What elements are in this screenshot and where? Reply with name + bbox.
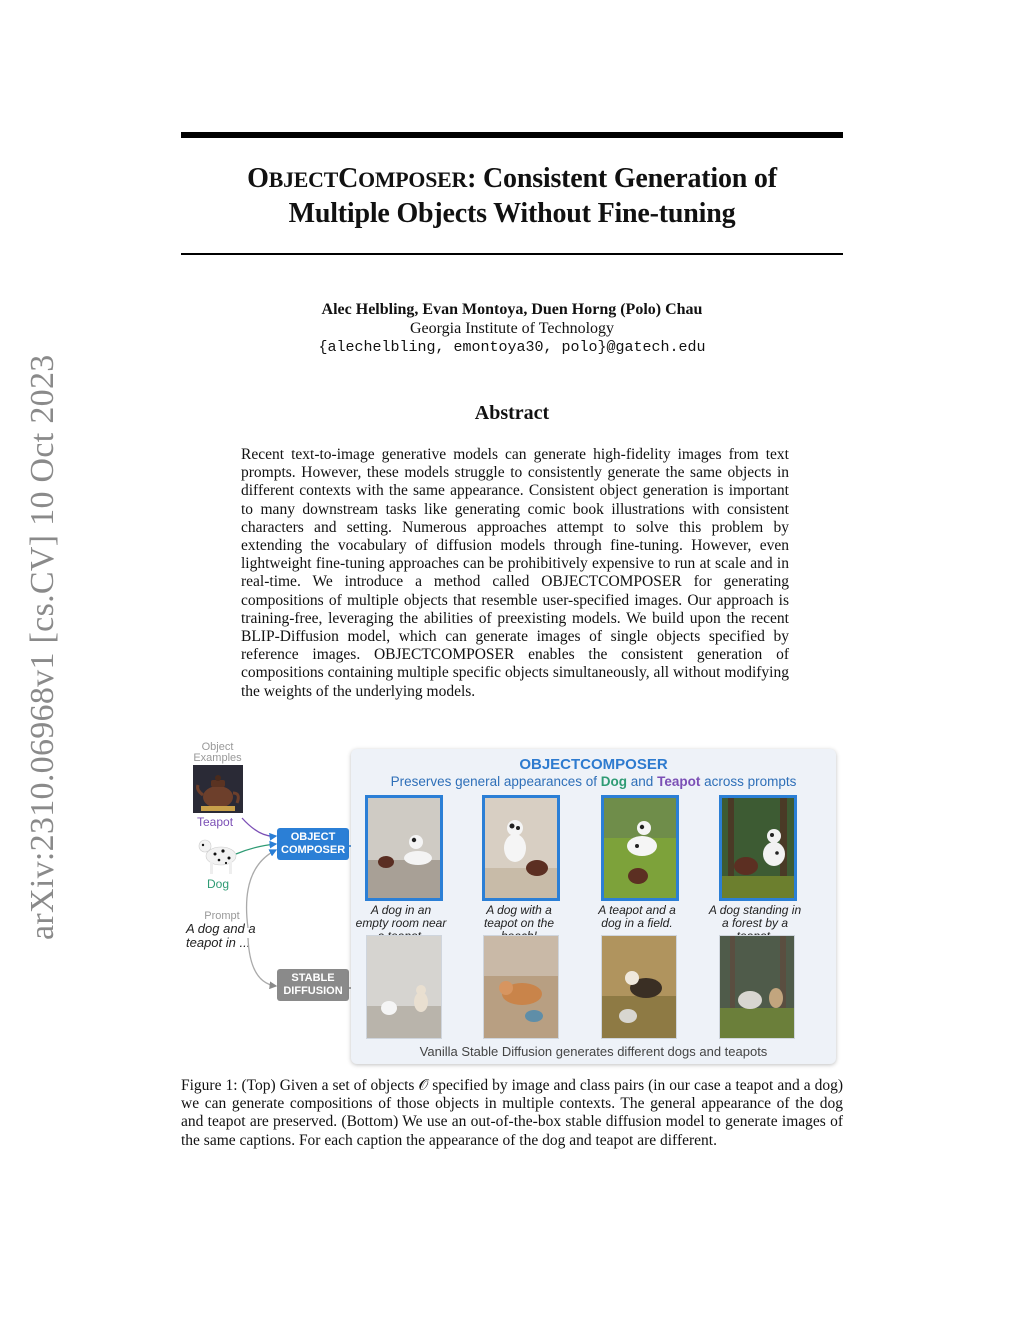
object-examples-label: Object Examples xyxy=(193,741,242,764)
sd-image-room xyxy=(366,935,442,1039)
arxiv-stamp: arXiv:2310.06968v1 [cs.CV] 10 Oct 2023 xyxy=(24,354,61,940)
affiliation: Georgia Institute of Technology xyxy=(409,320,615,337)
paper-title: OBJECTCOMPOSER: Consistent Generation of Multiple Objects Without Fine-tuning xyxy=(247,163,777,229)
sd-image-beach xyxy=(483,935,559,1039)
oc-image-field xyxy=(601,795,679,901)
oc-image-room xyxy=(365,795,443,901)
caption-beach: A dog with a teapot on the xyxy=(483,903,555,930)
figure-1 xyxy=(180,738,844,1068)
panel-title: OBJECTCOMPOSER xyxy=(519,756,668,773)
author-email: {alechelbling, emontoya30, polo}@gatech.edu xyxy=(318,339,706,356)
prompt-text: A dog and a teapot in ... xyxy=(186,921,256,950)
author-block xyxy=(181,300,843,357)
dog-label: Dog xyxy=(207,877,230,891)
flow-arrows xyxy=(180,738,360,1068)
title-rule-bottom xyxy=(181,253,843,255)
panel-subtitle: Preserves general appearances of Dog and Teapot across prompts xyxy=(390,774,797,789)
sd-image-forest xyxy=(719,935,795,1039)
oc-image-forest xyxy=(719,795,797,901)
caption-field: A teapot and a dog in a field. xyxy=(598,903,676,930)
bottom-caption: Vanilla Stable Diffusion generates different dogs and teapots xyxy=(419,1044,768,1059)
sd-image-field xyxy=(601,935,677,1039)
prompt-label: Prompt xyxy=(204,910,240,922)
abstract-heading: Abstract xyxy=(474,402,550,424)
teapot-label: Teapot xyxy=(197,815,234,829)
title-rule-top xyxy=(181,132,843,138)
caption-room: A dog in an empty room near xyxy=(355,903,447,930)
abstract-text: Recent text-to-image generative models can generate high-fidelity images from text prompts. However, these models struggle to consistently generate the same objects in different contexts with the same appearance. Consistent object generation is important to many downstream tasks like generating comic book illustrations with consistent characters and setting. Numerous approaches attempt to solve this problem by extending the vocabulary of diffusion models through fine-tuning. However, even lightweight fine-tuning approaches can be prohibitively expensive to run at scale and in real-time. We introduce a method called OBJECTCOMPOSER for generating compositions of multiple objects that resemble user-specified images. Our approach is training-free, leveraging the abilities of preexisting models. We build upon the recent BLIP-Diffusion model, which can generate images of single objects specified by reference images. OBJECTCOMPOSER enables the consistent generation of compositions containing multiple specific objects simultaneously, all without modifying the weights of the underlying models. xyxy=(241,446,789,700)
figure-caption: Figure 1: (Top) Given a set of objects 𝒪 specified by image and class pairs (in our case a teapot and a dog) we can generate compositions of those objects in multiple contexts. The general appearance of the dog and teapot are preserved. (Bottom) We use an out-of-the-box stable diffusion model to generate images of the same captions. For each caption the appearance of the dog and teapot are different. xyxy=(181,1077,843,1149)
oc-image-beach xyxy=(482,795,560,901)
caption-forest: A dog standing in a forest by a xyxy=(708,903,802,930)
stable-diffusion-button: STABLE DIFFUSION xyxy=(277,969,349,1001)
objectcomposer-button: OBJECT COMPOSER xyxy=(277,828,349,860)
author-names: Alec Helbling, Evan Montoya, Duen Horng (Polo) Chau xyxy=(321,301,703,318)
